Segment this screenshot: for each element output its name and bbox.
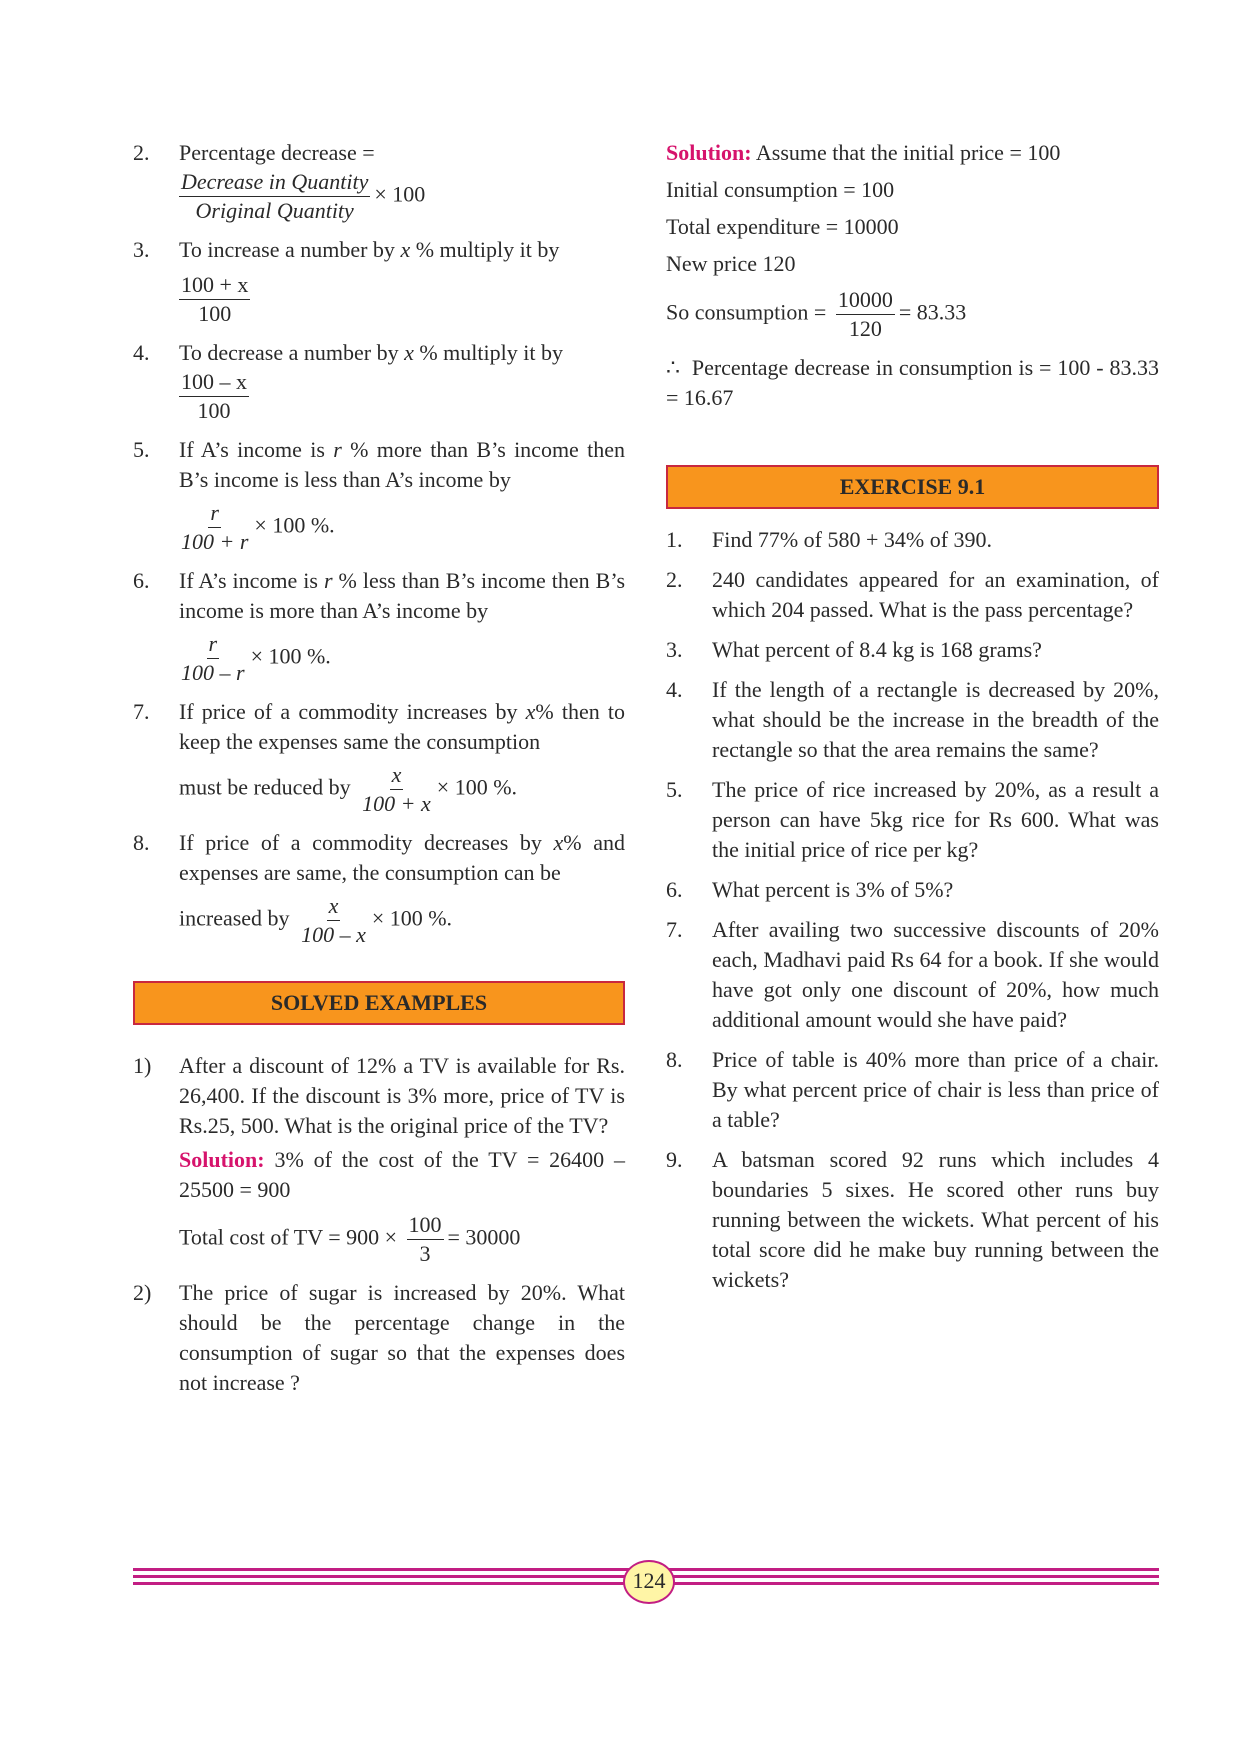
formula-text: increased by	[179, 905, 290, 931]
multiplier: × 100 %.	[250, 643, 331, 669]
fraction-numerator: 10000	[836, 286, 895, 315]
therefore-symbol: ∴	[666, 355, 680, 380]
exercise-heading: EXERCISE 9.1	[666, 465, 1159, 509]
solved-examples-heading: SOLVED EXAMPLES	[133, 981, 625, 1025]
solution-line: New price 120	[666, 251, 796, 276]
item-number: 4.	[133, 340, 150, 365]
exercise-text: Price of table is 40% more than price of a chair. By what percent price of chair is less than price of a table?	[712, 1047, 1159, 1132]
fraction-denominator: 3	[419, 1241, 431, 1266]
item-number: 7.	[666, 917, 683, 942]
fraction-denominator: 120	[848, 316, 882, 341]
right-column	[666, 138, 1159, 1305]
item-number: 2.	[666, 567, 683, 592]
exercise-text: A batsman scored 92 runs which includes 4 boundaries 5 sixes. He scored other runs buy running between the wickets. What percent of his total score did he make buy running between the wickets?	[712, 1147, 1159, 1292]
formula-text: % and expenses are same, the consumption can be	[179, 830, 626, 885]
formula-text: Percentage decrease =	[179, 140, 375, 165]
fraction	[299, 892, 368, 949]
fraction-denominator: 100 + r	[181, 529, 249, 554]
fraction-numerator: r	[207, 630, 220, 659]
fraction	[179, 168, 370, 225]
solution-conclusion: Percentage decrease in consumption is = 100 - 83.33 = 16.67	[666, 355, 1160, 410]
page-number: 124	[623, 1560, 675, 1604]
exercise-item	[666, 915, 1159, 1035]
fraction-numerator: x	[327, 892, 341, 921]
formula-text: If A’s income is	[179, 437, 325, 462]
formula-7	[133, 697, 625, 818]
item-number: 8.	[133, 830, 150, 855]
exercise-text: 240 candidates appeared for an examination, of which 204 passed. What is the pass percentage?	[712, 567, 1159, 622]
fraction-denominator: 100 – r	[181, 660, 245, 685]
item-number: 3.	[666, 637, 683, 662]
fraction	[179, 630, 247, 687]
item-number: 4.	[666, 677, 683, 702]
variable: x	[400, 237, 411, 262]
formula-6	[133, 566, 625, 687]
solution-text: Total cost of TV = 900 ×	[179, 1224, 398, 1250]
fraction-numerator: 100 – x	[179, 368, 249, 397]
exercise-text: If the length of a rectangle is decreased by 20%, what should be the increase in the breadth of the rectangle so that the area remains the same?	[712, 677, 1159, 762]
exercise-text: What percent of 8.4 kg is 168 grams?	[712, 637, 1042, 662]
item-number: 8.	[666, 1047, 683, 1072]
exercise-text: What percent is 3% of 5%?	[712, 877, 954, 902]
fraction-numerator: Decrease in Quantity	[179, 168, 370, 197]
fraction-numerator: x	[390, 761, 404, 790]
formula-text: % multiply it by	[415, 237, 560, 262]
multiplier: × 100 %.	[371, 905, 453, 931]
item-number: 1.	[666, 527, 683, 552]
formula-text: To decrease a number by	[179, 340, 399, 365]
fraction-denominator: 100 – x	[301, 922, 366, 947]
formula-3	[133, 235, 625, 328]
item-number: 1)	[133, 1053, 152, 1078]
left-column	[133, 138, 625, 1408]
item-number: 3.	[133, 237, 150, 262]
fraction-numerator: 100 + x	[179, 271, 250, 300]
variable: x	[553, 830, 564, 855]
solution-text: So consumption =	[666, 299, 827, 325]
exercise-item	[666, 875, 1159, 905]
exercise-item	[666, 525, 1159, 555]
variable: x	[525, 699, 536, 724]
formula-2	[133, 138, 625, 225]
multiplier: × 100	[374, 181, 426, 207]
exercise-text: The price of rice increased by 20%, as a result a person can have 5kg rice for Rs 600. What was the initial price of rice per kg?	[712, 777, 1159, 862]
formula-text: If price of a commodity decreases by	[179, 830, 542, 855]
formula-text: must be reduced by	[179, 774, 351, 800]
exercise-item	[666, 1145, 1159, 1295]
multiplier: × 100 %.	[254, 512, 335, 538]
multiplier: × 100 %.	[436, 774, 518, 800]
formula-4	[133, 338, 625, 425]
item-number: 6.	[666, 877, 683, 902]
solution-result: = 30000	[447, 1224, 521, 1250]
formula-text: To increase a number by	[179, 237, 395, 262]
formula-text: % then to keep the expenses same the consumption	[179, 699, 625, 754]
fraction-denominator: Original Quantity	[195, 198, 354, 223]
fraction	[360, 761, 433, 818]
example-1	[133, 1051, 625, 1268]
example-question: The price of sugar is increased by 20%. What should be the percentage change in the consumption of sugar so that the expenses does not increase ?	[179, 1280, 625, 1395]
formula-text: If A’s income is	[179, 568, 318, 593]
item-number: 2)	[133, 1280, 152, 1305]
exercise-item	[666, 565, 1159, 625]
fraction-numerator: 100	[407, 1211, 444, 1240]
solution-result: = 83.33	[898, 299, 967, 325]
formula-5	[133, 435, 625, 556]
solution-label: Solution:	[666, 140, 752, 165]
fraction-numerator: r	[208, 499, 221, 528]
item-number: 6.	[133, 568, 150, 593]
exercise-item	[666, 675, 1159, 765]
formula-text: % more than B’s income then B’s income is less than A’s income by	[179, 437, 626, 492]
fraction	[179, 368, 249, 425]
fraction-denominator: 100	[198, 301, 232, 326]
fraction	[407, 1211, 444, 1268]
fraction	[179, 499, 250, 556]
item-number: 9.	[666, 1147, 683, 1172]
page-footer	[133, 1560, 1159, 1600]
fraction-denominator: 100 + x	[362, 791, 431, 816]
example-2	[133, 1278, 625, 1398]
variable: r	[333, 437, 342, 462]
formula-text: % multiply it by	[419, 340, 563, 365]
formula-text: % less than B’s income then B’s income is more than A’s income by	[179, 568, 626, 623]
variable: x	[404, 340, 414, 365]
item-number: 5.	[666, 777, 683, 802]
formula-8	[133, 828, 625, 949]
exercise-item	[666, 775, 1159, 865]
item-number: 5.	[133, 437, 150, 462]
fraction-denominator: 100	[197, 398, 231, 423]
item-number: 7.	[133, 699, 150, 724]
solution-text: Assume that the initial price = 100	[755, 140, 1061, 165]
fraction	[179, 271, 250, 328]
exercise-text: After availing two successive discounts of 20% each, Madhavi paid Rs 64 for a book. If she would have got only one discount of 20%, how much additional amount would she have paid?	[712, 917, 1159, 1032]
exercise-text: Find 77% of 580 + 34% of 390.	[712, 527, 993, 552]
solution-label: Solution:	[179, 1147, 265, 1172]
solution-line: Initial consumption = 100	[666, 177, 895, 202]
example-question: After a discount of 12% a TV is available for Rs. 26,400. If the discount is 3% more, price of TV is Rs.25, 500. What is the original price of the TV?	[179, 1053, 625, 1138]
exercise-item	[666, 1045, 1159, 1135]
solution-text: 3% of the cost of the TV = 26400 – 25500 = 900	[179, 1147, 626, 1202]
solution-line: Total expenditure = 10000	[666, 214, 899, 239]
item-number: 2.	[133, 140, 150, 165]
formula-text: If price of a commodity increases by	[179, 699, 518, 724]
variable: r	[323, 568, 333, 593]
exercise-item	[666, 635, 1159, 665]
fraction	[836, 286, 895, 343]
